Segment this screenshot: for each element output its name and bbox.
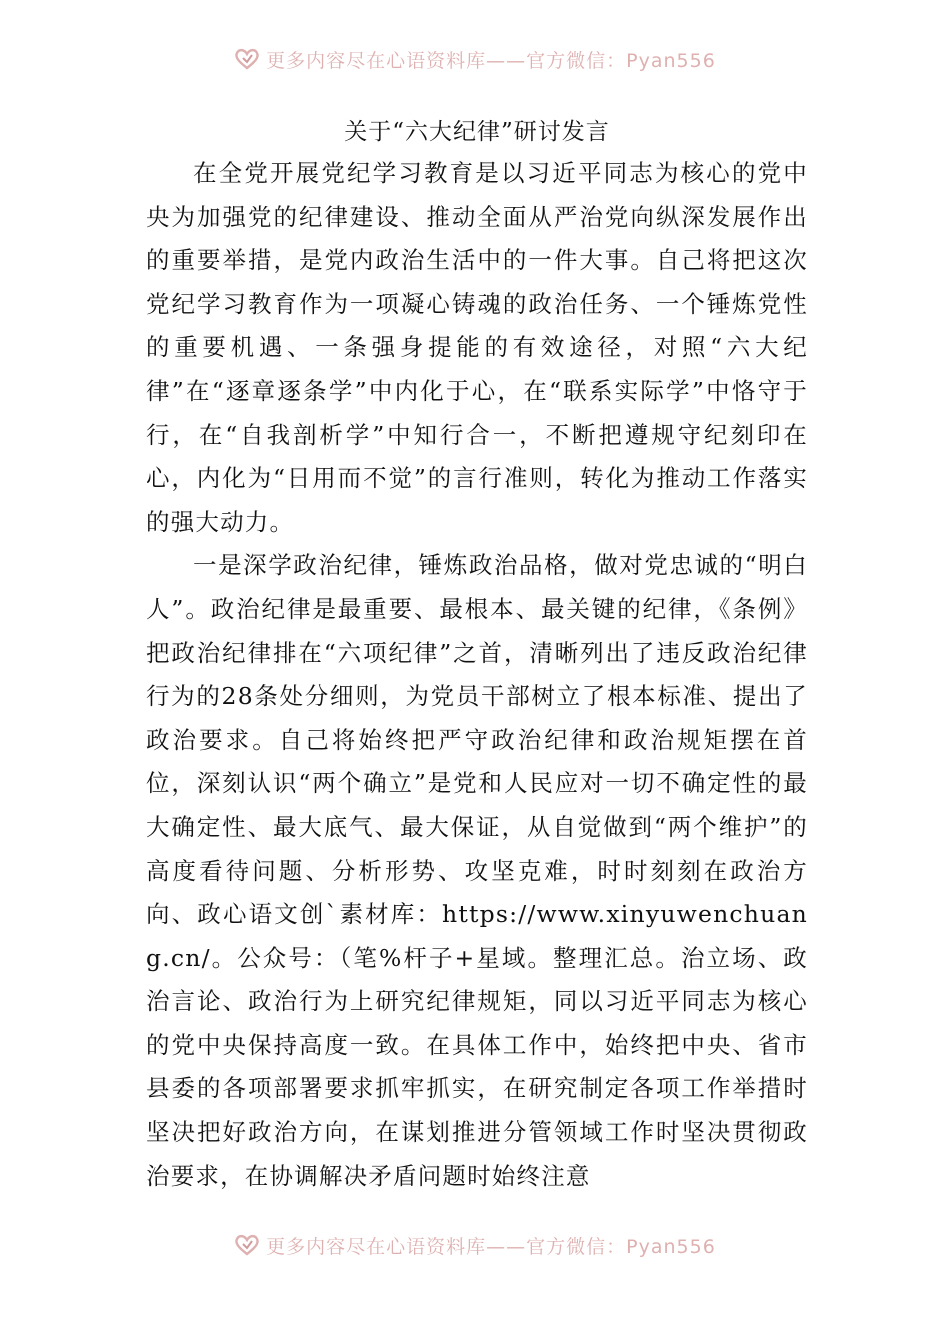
document-title: 关于“六大纪律”研讨发言 bbox=[344, 119, 610, 145]
watermark-text: 更多内容尽在心语资料库——官方微信：Pyan556 bbox=[266, 1235, 716, 1258]
watermark-text: 更多内容尽在心语资料库——官方微信：Pyan556 bbox=[266, 49, 716, 72]
watermark-footer bbox=[0, 1230, 950, 1260]
watermark-header bbox=[0, 44, 950, 74]
paragraph-political-discipline: 一是深学政治纪律，锤炼政治品格，做对党忠诚的“明白人”。政治纪律是最重要、最根本、最关键的纪律，《条例》把政治纪律排在“六项纪律”之首，清晰列出了违反政治纪律行为的28条处分细则，为党员干部树立了根本标准、提出了政治要求。自己将始终把严守政治纪律和政治规矩摆在首位，深刻认识“两个确立”是党和人民应对一切不确定性的最大确定性、最大底气、最大保证，从自觉做到“两个维护”的高度看待问题、分析形势、攻坚克难，时时刻刻在政治方向、政心语文创`素材库：https://www.xinyuwenchuang.cn/。公众号：（笔%杆子+星域。整理汇总。治立场、政治言论、政治行为上研究纪律规矩，同以习近平同志为核心的党中央保持高度一致。在具体工作中，始终把中央、省市县委的各项部署要求抓牢抓实，在研究制定各项工作举措时坚决把好政治方向，在谋划推进分管领域工作时坚决贯彻政治要求，在协调解决矛盾问题时始终注意 bbox=[146, 551, 808, 1190]
heart-logo-icon bbox=[234, 48, 260, 70]
document-body bbox=[146, 112, 808, 1198]
heart-logo-icon bbox=[234, 1234, 260, 1256]
paragraph-intro: 在全党开展党纪学习教育是以习近平同志为核心的党中央为加强党的纪律建设、推动全面从严治党向纵深发展作出的重要举措，是党内政治生活中的一件大事。自己将把这次党纪学习教育作为一项凝心铸魂的政治任务、一个锤炼党性的重要机遇、一条强身提能的有效途径，对照“六大纪律”在“逐章逐条学”中内化于心，在“联系实际学”中恪守于行，在“自我剖析学”中知行合一，不断把遵规守纪刻印在心，内化为“日用而不觉”的言行准则，转化为推动工作落实的强大动力。 bbox=[146, 159, 808, 536]
